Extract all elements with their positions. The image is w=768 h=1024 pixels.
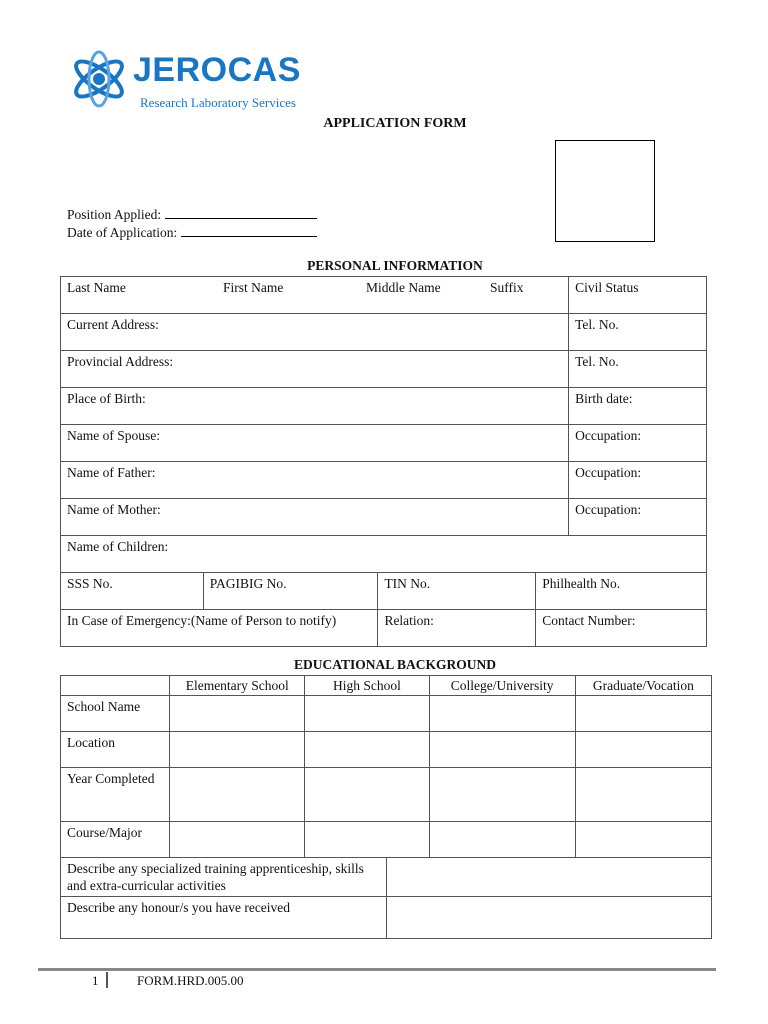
tel-label: Tel. No. <box>575 354 619 369</box>
children-label: Name of Children: <box>67 539 169 554</box>
honours-label-cell <box>61 897 387 939</box>
input-cell[interactable] <box>429 696 575 732</box>
input-cell[interactable] <box>305 732 429 768</box>
sss-label: SSS No. <box>67 576 113 591</box>
row-header: Course/Major <box>61 822 170 858</box>
philhealth-cell[interactable] <box>536 573 707 610</box>
training-label: Describe any specialized training apprenticeship, skills and extra-curricular activities <box>67 861 364 893</box>
spouse-label: Name of Spouse: <box>67 428 160 443</box>
footer-divider <box>38 968 716 971</box>
row-header: Year Completed <box>61 768 170 822</box>
civil-status-cell[interactable] <box>569 277 707 314</box>
form-title: APPLICATION FORM <box>323 116 467 131</box>
position-applied-label: Position Applied: <box>67 207 162 222</box>
birth-date-label: Birth date: <box>575 391 633 406</box>
tin-cell[interactable] <box>378 573 536 610</box>
personal-info-title: PERSONAL INFORMATION <box>307 258 483 273</box>
input-cell[interactable] <box>575 732 711 768</box>
provincial-address-label: Provincial Address: <box>67 354 174 369</box>
input-cell[interactable] <box>170 768 305 822</box>
occupation-label: Occupation: <box>575 428 642 443</box>
input-cell[interactable] <box>170 732 305 768</box>
position-applied-field[interactable] <box>67 206 317 223</box>
last-name-label: Last Name <box>67 280 126 295</box>
column-header: College/University <box>429 676 575 696</box>
pagibig-cell[interactable] <box>203 573 378 610</box>
occupation-label: Occupation: <box>575 465 642 480</box>
tel-cell[interactable] <box>569 314 707 351</box>
provincial-address-cell[interactable] <box>61 351 569 388</box>
input-cell[interactable] <box>305 822 429 858</box>
footer-separator <box>106 972 108 988</box>
occupation-label: Occupation: <box>575 502 642 517</box>
emergency-label: In Case of Emergency:(Name of Person to notify) <box>67 613 337 628</box>
first-name-label: First Name <box>223 280 284 295</box>
company-name: JEROCAS <box>133 51 301 89</box>
current-address-cell[interactable] <box>61 314 569 351</box>
table-row <box>61 351 707 388</box>
corner-cell <box>61 676 170 696</box>
input-cell[interactable] <box>575 696 711 732</box>
table-row <box>61 610 707 647</box>
honours-label: Describe any honour/s you have received <box>67 900 291 915</box>
table-header-row <box>61 676 712 696</box>
table-row <box>61 462 707 499</box>
input-cell[interactable] <box>429 732 575 768</box>
emergency-cell[interactable] <box>61 610 378 647</box>
table-row <box>61 314 707 351</box>
table-row <box>61 277 707 314</box>
photo-box[interactable] <box>555 140 655 242</box>
input-cell[interactable] <box>575 768 711 822</box>
date-of-application-label: Date of Application: <box>67 225 178 240</box>
education-title: EDUCATIONAL BACKGROUND <box>294 657 496 672</box>
tin-label: TIN No. <box>384 576 431 591</box>
input-cell[interactable] <box>429 768 575 822</box>
suffix-label: Suffix <box>490 280 524 295</box>
relation-label: Relation: <box>384 613 434 628</box>
date-of-application-field[interactable] <box>67 224 317 241</box>
table-row <box>61 696 712 732</box>
mother-label: Name of Mother: <box>67 502 161 517</box>
pagibig-label: PAGIBIG No. <box>209 576 287 591</box>
position-applied-line[interactable] <box>165 206 317 219</box>
atom-logo-icon <box>70 48 128 110</box>
birth-date-cell[interactable] <box>569 388 707 425</box>
occupation-cell[interactable] <box>569 462 707 499</box>
tel-label: Tel. No. <box>575 317 619 332</box>
place-of-birth-cell[interactable] <box>61 388 569 425</box>
relation-cell[interactable] <box>378 610 536 647</box>
tel-cell[interactable] <box>569 351 707 388</box>
civil-status-label: Civil Status <box>575 280 639 295</box>
input-cell[interactable] <box>429 822 575 858</box>
mother-cell[interactable] <box>61 499 569 536</box>
form-code: FORM.HRD.005.00 <box>137 973 244 988</box>
page-number: 1 <box>92 973 99 988</box>
column-header: High School <box>305 676 429 696</box>
table-row <box>61 425 707 462</box>
input-cell[interactable] <box>575 822 711 858</box>
children-cell[interactable] <box>61 536 707 573</box>
activities-table <box>60 857 712 939</box>
training-input-cell[interactable] <box>386 858 711 897</box>
current-address-label: Current Address: <box>67 317 159 332</box>
philhealth-label: Philhealth No. <box>542 576 621 591</box>
father-label: Name of Father: <box>67 465 156 480</box>
date-of-application-line[interactable] <box>181 224 317 237</box>
education-table <box>60 675 712 858</box>
contact-number-cell[interactable] <box>536 610 707 647</box>
input-cell[interactable] <box>170 696 305 732</box>
sss-cell[interactable] <box>61 573 204 610</box>
spouse-cell[interactable] <box>61 425 569 462</box>
row-header: Location <box>61 732 170 768</box>
contact-number-label: Contact Number: <box>542 613 636 628</box>
middle-name-label: Middle Name <box>366 280 441 295</box>
input-cell[interactable] <box>305 768 429 822</box>
table-row <box>61 897 712 939</box>
honours-input-cell[interactable] <box>386 897 711 939</box>
row-header: School Name <box>61 696 170 732</box>
name-cell[interactable] <box>61 277 569 314</box>
occupation-cell[interactable] <box>569 425 707 462</box>
company-tagline: Research Laboratory Services <box>140 95 296 110</box>
personal-info-table <box>60 276 707 647</box>
father-cell[interactable] <box>61 462 569 499</box>
table-row <box>61 499 707 536</box>
place-of-birth-label: Place of Birth: <box>67 391 146 406</box>
input-cell[interactable] <box>305 696 429 732</box>
column-header: Graduate/Vocation <box>575 676 711 696</box>
table-row <box>61 822 712 858</box>
table-row <box>61 732 712 768</box>
table-row <box>61 768 712 822</box>
occupation-cell[interactable] <box>569 499 707 536</box>
table-row <box>61 858 712 897</box>
column-header: Elementary School <box>170 676 305 696</box>
training-label-cell <box>61 858 387 897</box>
table-row <box>61 388 707 425</box>
table-row <box>61 536 707 573</box>
input-cell[interactable] <box>170 822 305 858</box>
table-row <box>61 573 707 610</box>
